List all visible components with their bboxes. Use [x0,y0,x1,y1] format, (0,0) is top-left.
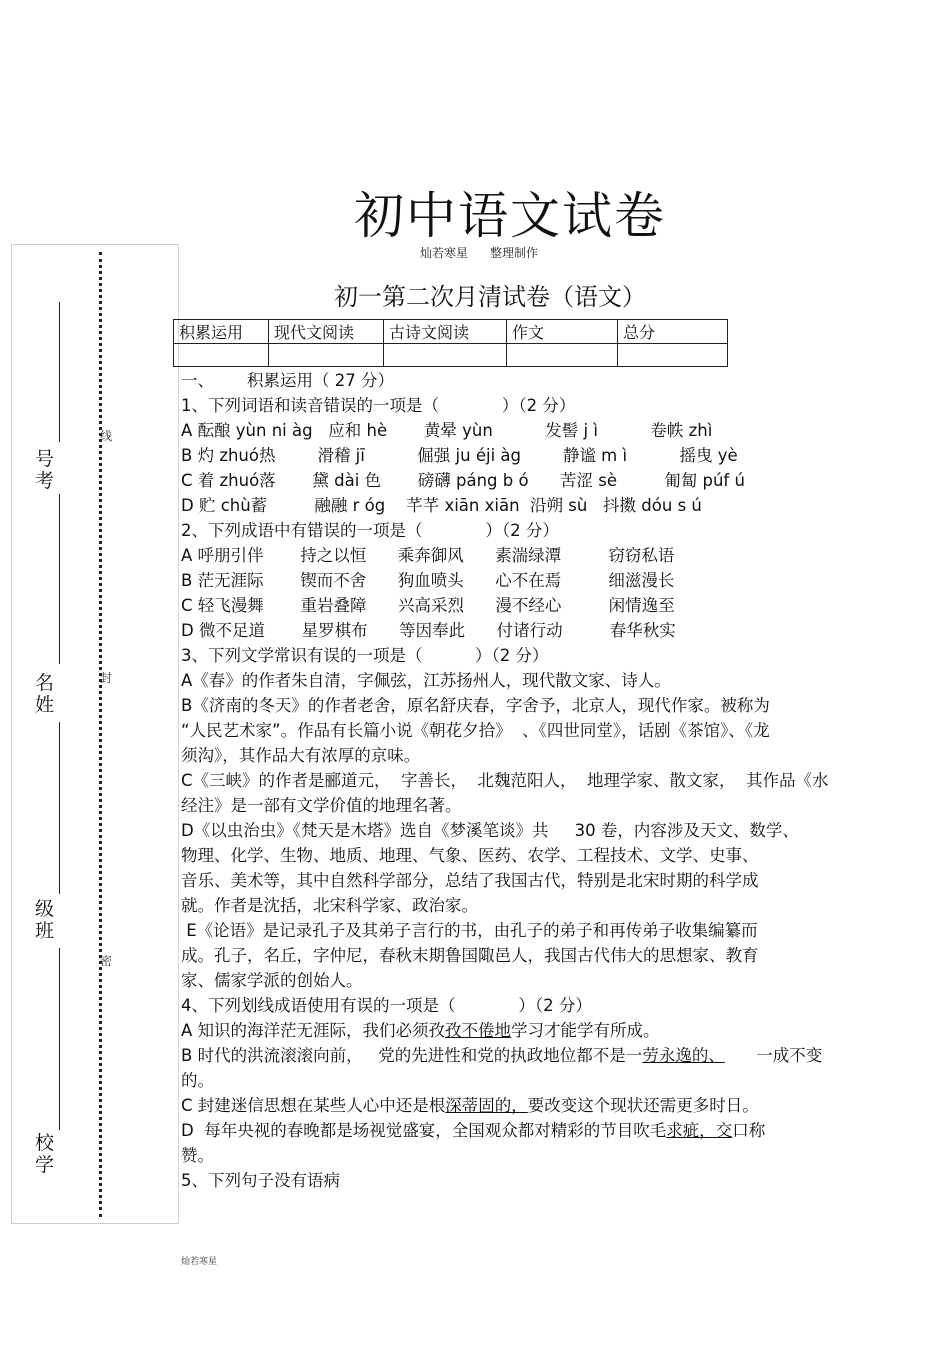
score-header-cell: 现代文阅读 [269,320,384,344]
score-table-header-row [174,320,728,344]
binding-word-seal: 封 [100,671,113,685]
author-note: 整理制作 [490,246,539,260]
option-line: 就。作者是沈括，北宋科学家、政治家。 [181,896,478,915]
option-line: 经注》是一部有文学价值的地理名著。 [181,796,462,815]
binding-line-3 [59,722,60,894]
underlined-idiom: 求疵，交 [666,1121,733,1140]
section-heading [181,368,871,393]
option-line: 家、儒家学派的创始人。 [181,971,363,990]
binding-field-school: 校学 [35,1132,55,1176]
option-text: 一成不变 [724,1046,823,1065]
score-header-cell: 作文 [507,320,618,344]
binding-margin [11,244,179,1224]
option-line: 物理、化学、生物、地质、地理、气象、医药、农学、工程技术、文学、史事、 [181,846,759,865]
option-line: E《论语》是记录孔子及其弟子言行的书，由孔子的弟子和再传弟子收集编纂而 [181,921,758,940]
question-stem: 3、下列文学常识有误的一项是（ ）（2 分） [181,646,549,665]
author-name: 灿若寒星 [420,246,469,260]
option-text: 学习才能学有所成。 [511,1021,660,1040]
binding-word-secret: 密 [100,954,113,968]
option-line [181,1118,871,1143]
option-line: C 轻飞漫舞 重岩叠障 兴高采烈 漫不经心 闲情逸至 [181,596,675,615]
binding-line-1 [59,302,60,442]
option-line [181,1093,871,1118]
page-footer: 灿若寒星 [181,1257,218,1267]
option-line [181,1018,871,1043]
score-cell-empty[interactable] [507,344,618,367]
score-header-cell: 总分 [618,320,728,344]
binding-field-name: 名姓 [35,672,55,716]
binding-field-class: 级班 [35,898,55,942]
option-line: D 贮 chù蓄 融融 r óg 芊芊 xiān xiān 沿朔 sù 抖擞 dóu s ú [181,496,702,515]
score-header-cell: 古诗文阅读 [384,320,507,344]
author-line [420,244,538,261]
option-text: B 时代的洪流滚滚向前， 党的先进性和党的执政地位都不是一 [181,1046,643,1065]
binding-line-2 [59,494,60,664]
option-text: 口称 [732,1121,766,1140]
option-line: 成。孔子，名丘，字仲尼，春秋末期鲁国陬邑人，我国古代伟大的思想家、教育 [181,946,759,965]
option-line: B 灼 zhuó热 滑稽 jī 倔强 ju éji àg 静谧 m ì 摇曳 yè [181,446,738,465]
option-text: C 封建迷信思想在某些人心中还是根 [181,1096,446,1115]
binding-line-4 [59,948,60,1130]
binding-dotted-line [99,252,102,1217]
binding-word-line: 线 [100,429,113,443]
option-text: 要改变这个现状还需更多时日。 [527,1096,759,1115]
question-stem: 5、下列句子没有语病 [181,1171,340,1190]
score-header-cell: 积累运用 [174,320,269,344]
option-line: A《春》的作者朱自清，字佩弦，江苏扬州人，现代散文家、诗人。 [181,671,671,690]
score-cell-empty[interactable] [618,344,728,367]
option-line: 赞。 [181,1146,214,1165]
option-line: A 酝酿 yùn ni àg 应和 hè 黄晕 yùn 发髻 j ì 卷帙 zhì [181,421,713,440]
score-table-input-row [174,344,728,367]
question-stem: 1、下列词语和读音错误的一项是（ ）（2 分） [181,396,576,415]
page-title: 初中语文试卷 [354,187,666,245]
option-line: C《三峡》的作者是郦道元， 字善长， 北魏范阳人， 地理学家、散文家， 其作品《水 [181,771,829,790]
option-line: D《以虫治虫》《梵天是木塔》选自《梦溪笔谈》共 30 卷，内容涉及天文、数学、 [181,821,799,840]
section-number: 一、 [181,371,214,390]
binding-field-exam-number: 号考 [35,448,55,492]
exam-subtitle: 初一第二次月清试卷（语文） [334,283,646,311]
underlined-idiom: 劳永逸的、 [642,1046,725,1065]
section-title: 积累运用（ 27 分） [247,371,394,390]
option-line: B 茫无涯际 锲而不舍 狗血喷头 心不在焉 细滋漫长 [181,571,675,590]
question-stem: 2、下列成语中有错误的一项是（ ）（2 分） [181,521,559,540]
option-line: C 着 zhuó落 黛 dài 色 磅礴 páng b ó 苦涩 sè 匍匐 púf ú [181,471,745,490]
score-cell-empty[interactable] [269,344,384,367]
exam-content [181,368,871,1193]
underlined-idiom: 深蒂固的， [445,1096,528,1115]
option-text: A 知识的海洋茫无涯际，我们必须孜 [181,1021,446,1040]
score-table [173,319,728,367]
option-line: 的。 [181,1071,214,1090]
option-line: “人民艺术家”。作品有长篇小说《朝花夕拾》 、《四世同堂》，话剧《茶馆》、《龙 [181,721,770,740]
option-line [181,1043,871,1068]
question-stem: 4、下列划线成语使用有误的一项是（ ）（2 分） [181,996,592,1015]
option-line: A 呼朋引伴 持之以恒 乘奔御风 素湍绿潭 窃窃私语 [181,546,675,565]
score-cell-empty[interactable] [174,344,269,367]
score-cell-empty[interactable] [384,344,507,367]
option-text: D 每年央视的春晚都是场视觉盛宴，全国观众都对精彩的节目吹毛 [181,1121,667,1140]
option-line: B《济南的冬天》的作者老舍，原名舒庆春，字舍予，北京人，现代作家。被称为 [181,696,770,715]
option-line: D 微不足道 星罗棋布 等因奉此 付诸行动 春华秋实 [181,621,676,640]
option-line: 音乐、美术等，其中自然科学部分，总结了我国古代，特别是北宋时期的科学成 [181,871,759,890]
underlined-idiom: 孜不倦地 [445,1021,512,1040]
option-line: 须沟》，其作品大有浓厚的京味。 [181,746,421,765]
